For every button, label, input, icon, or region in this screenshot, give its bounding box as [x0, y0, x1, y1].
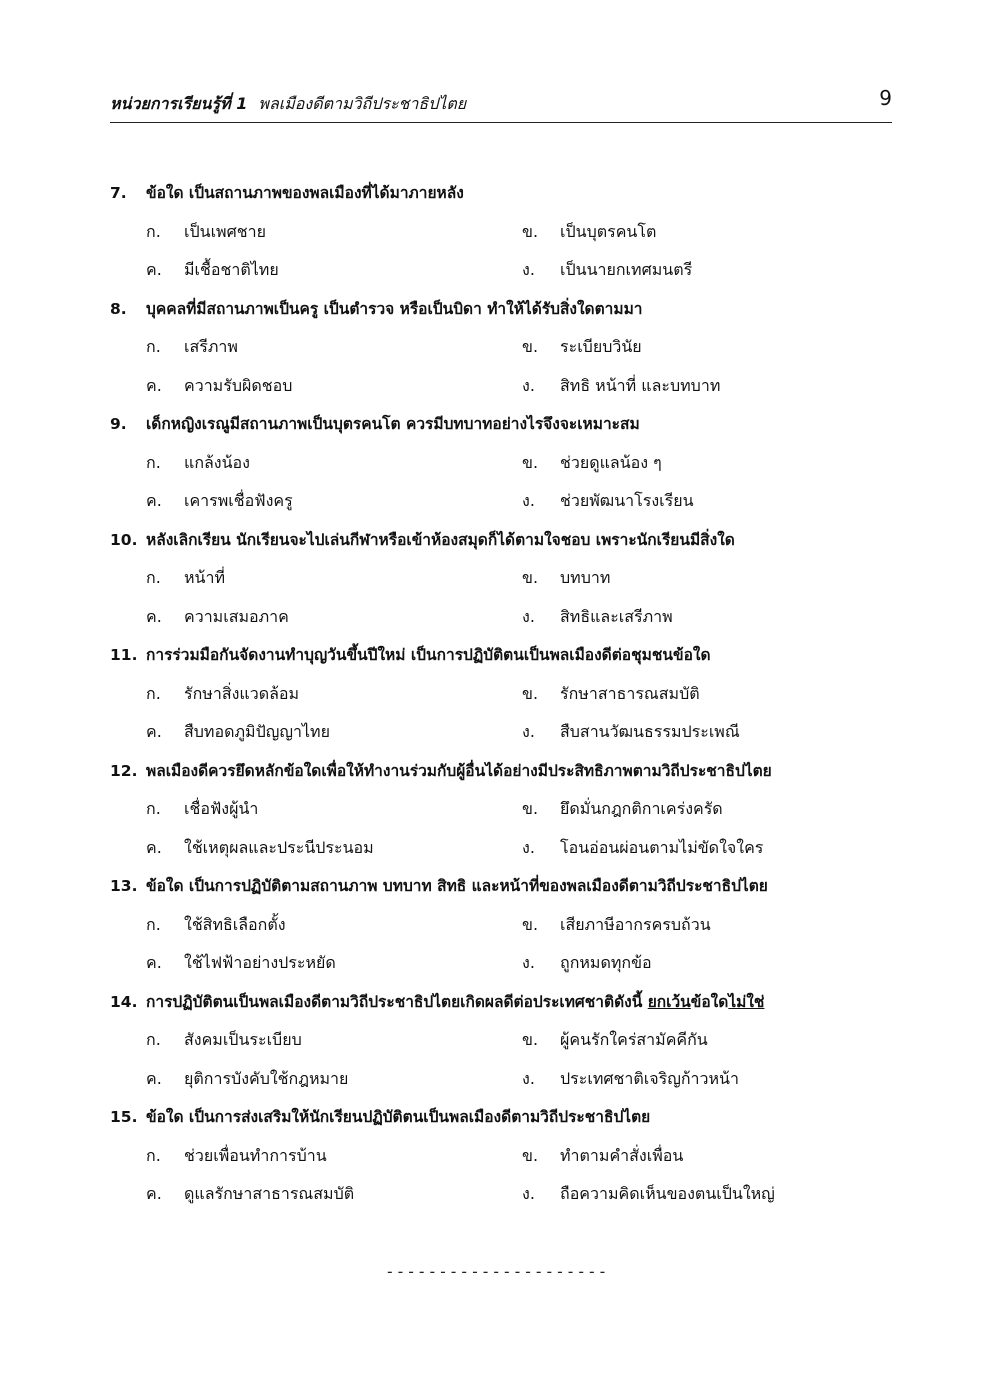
question-15	[110, 1098, 900, 1214]
option-letter: ค.	[146, 260, 162, 279]
question-text	[110, 752, 900, 791]
question-stem: การปฏิบัติตนเป็นพลเมืองดีตามวิถีประชาธิปไตยเกิดผลดีต่อประเทศชาติดังนี้	[146, 992, 648, 1011]
option-letter: ง.	[522, 606, 535, 626]
option-row	[110, 213, 900, 252]
question-8	[110, 290, 900, 406]
question-stem-mid: ข้อใด	[690, 992, 729, 1011]
question-number: 9.	[110, 415, 127, 433]
option-letter: ค.	[146, 1184, 162, 1203]
option-text: ความเสมอภาค	[184, 606, 289, 626]
question-text	[110, 405, 900, 444]
option-c[interactable]	[146, 598, 289, 637]
option-c[interactable]	[146, 1060, 348, 1099]
option-d[interactable]	[522, 1060, 739, 1099]
option-letter: ก.	[146, 1145, 161, 1165]
option-text: โอนอ่อนผ่อนตามไม่ขัดใจใคร	[560, 837, 764, 857]
option-letter: ข.	[522, 683, 539, 703]
page-number: 9	[879, 86, 892, 110]
option-letter: ค.	[146, 837, 162, 857]
question-number: 14.	[110, 992, 138, 1011]
question-text	[110, 867, 900, 906]
option-row	[110, 713, 900, 752]
option-text: ประเทศชาติเจริญก้าวหน้า	[560, 1068, 739, 1088]
option-text: ยุติการบังคับใช้กฎหมาย	[184, 1068, 349, 1088]
option-text: ความรับผิดชอบ	[184, 375, 293, 395]
option-row	[110, 675, 900, 714]
option-letter: ง.	[522, 1068, 535, 1088]
option-a[interactable]	[146, 328, 238, 367]
question-text	[110, 1098, 900, 1137]
question-9	[110, 405, 900, 521]
option-text: ใช้สิทธิเลือกตั้ง	[184, 914, 286, 934]
question-number: 13.	[110, 877, 138, 895]
question-text	[110, 521, 900, 560]
option-b[interactable]	[522, 328, 642, 367]
option-text: เป็นเพศชาย	[184, 221, 266, 241]
option-letter: ข.	[522, 799, 539, 818]
option-row	[110, 482, 900, 521]
question-14	[110, 983, 900, 1099]
option-row	[110, 829, 900, 868]
option-row	[110, 251, 900, 290]
option-text: ทำตามคำสั่งเพื่อน	[560, 1145, 684, 1165]
option-a[interactable]	[146, 559, 225, 598]
option-text: บทบาท	[560, 568, 611, 587]
option-letter: ง.	[522, 491, 535, 510]
option-letter: ค.	[146, 491, 162, 510]
option-text: ช่วยดูแลน้อง ๆ	[560, 452, 662, 472]
option-a[interactable]	[146, 906, 286, 945]
option-row	[110, 444, 900, 483]
question-stem: บุคคลที่มีสถานภาพเป็นครู เป็นตำรวจ หรือเป็นบิดา ทำให้ได้รับสิ่งใดตามมา	[146, 299, 643, 318]
option-c[interactable]	[146, 1175, 354, 1214]
option-text: ช่วยเพื่อนทำการบ้าน	[184, 1145, 327, 1165]
option-text: เชื่อฟังผู้นำ	[184, 799, 259, 818]
option-row	[110, 1060, 900, 1099]
emphasis-not: ไม่ใช่	[728, 992, 765, 1011]
question-11	[110, 636, 900, 752]
option-text: ดูแลรักษาสาธารณสมบัติ	[184, 1184, 355, 1203]
page-header	[110, 86, 892, 123]
option-letter: ก.	[146, 799, 161, 818]
option-d[interactable]	[522, 598, 673, 637]
question-stem: พลเมืองดีควรยึดหลักข้อใดเพื่อให้ทำงานร่วมกับผู้อื่นได้อย่างมีประสิทธิภาพตามวิถีประชาธิปไตย	[146, 761, 772, 780]
option-a[interactable]	[146, 444, 250, 483]
question-text	[110, 174, 900, 213]
header-title	[110, 92, 466, 117]
option-text: ช่วยพัฒนาโรงเรียน	[560, 491, 694, 510]
option-c[interactable]	[146, 251, 279, 290]
option-c[interactable]	[146, 713, 330, 752]
question-number: 15.	[110, 1108, 138, 1126]
option-d[interactable]	[522, 367, 720, 406]
question-text	[110, 290, 900, 329]
option-d[interactable]	[522, 482, 694, 521]
option-letter: ค.	[146, 606, 162, 626]
option-text: สังคมเป็นระเบียบ	[184, 1030, 302, 1049]
option-a[interactable]	[146, 790, 258, 829]
option-letter: ข.	[522, 337, 539, 356]
option-c[interactable]	[146, 829, 374, 868]
option-letter: ก.	[146, 1030, 161, 1049]
option-b[interactable]	[522, 444, 662, 483]
question-12	[110, 752, 900, 868]
option-letter: ค.	[146, 375, 162, 395]
question-text	[110, 983, 900, 1022]
option-row	[110, 906, 900, 945]
question-number: 10.	[110, 530, 138, 549]
option-a[interactable]	[146, 675, 299, 714]
option-letter: ง.	[522, 1184, 535, 1203]
option-letter: ก.	[146, 452, 161, 472]
option-text: ระเบียบวินัย	[560, 337, 642, 356]
option-text: มีเชื้อชาติไทย	[184, 260, 279, 279]
option-b[interactable]	[522, 559, 610, 598]
question-number: 8.	[110, 299, 127, 318]
option-letter: ง.	[522, 953, 535, 972]
option-letter: ข.	[522, 568, 539, 587]
option-text: รักษาสิ่งแวดล้อม	[184, 683, 300, 703]
option-a[interactable]	[146, 213, 266, 252]
option-letter: ก.	[146, 914, 161, 934]
question-stem: การร่วมมือกันจัดงานทำบุญวันขึ้นปีใหม่ เป็นการปฏิบัติตนเป็นพลเมืองดีต่อชุมชนข้อใด	[146, 646, 711, 664]
option-row	[110, 559, 900, 598]
option-letter: ข.	[522, 1030, 539, 1049]
option-text: ยึดมั่นกฎกติกาเคร่งครัด	[560, 799, 723, 818]
option-letter: ค.	[146, 1068, 162, 1088]
option-text: ถูกหมดทุกข้อ	[560, 953, 652, 972]
option-letter: ง.	[522, 375, 535, 395]
option-text: เคารพเชื่อฟังครู	[184, 491, 293, 510]
option-row	[110, 1175, 900, 1214]
option-c[interactable]	[146, 944, 336, 983]
option-a[interactable]	[146, 1137, 327, 1176]
option-b[interactable]	[522, 1021, 708, 1060]
option-text: สิทธิและเสรีภาพ	[560, 606, 673, 626]
option-letter: ก.	[146, 683, 161, 703]
unit-label: หน่วยการเรียนรู้ที่ 1	[110, 94, 248, 113]
option-letter: ข.	[522, 221, 539, 241]
option-text: เสรีภาพ	[184, 337, 238, 356]
option-letter: ข.	[522, 1145, 539, 1165]
option-text: รักษาสาธารณสมบัติ	[560, 683, 700, 703]
option-row	[110, 790, 900, 829]
option-row	[110, 598, 900, 637]
option-letter: ก.	[146, 221, 161, 241]
option-d[interactable]	[522, 829, 763, 868]
option-letter: ค.	[146, 953, 162, 972]
question-stem: เด็กหญิงเรณูมีสถานภาพเป็นบุตรคนโต ควรมีบทบาทอย่างไรจึงจะเหมาะสม	[146, 415, 640, 433]
option-letter: ง.	[522, 260, 535, 279]
emphasis-except: ยกเว้น	[647, 992, 691, 1011]
option-text: สืบสานวัฒนธรรมประเพณี	[560, 722, 740, 741]
option-text: เสียภาษีอากรครบถ้วน	[560, 914, 711, 934]
question-number: 11.	[110, 646, 138, 664]
option-row	[110, 944, 900, 983]
question-number: 7.	[110, 184, 127, 202]
question-stem: ข้อใด เป็นสถานภาพของพลเมืองที่ได้มาภายหลัง	[146, 184, 464, 202]
option-d[interactable]	[522, 1175, 775, 1214]
question-13	[110, 867, 900, 983]
option-text: ใช้ไฟฟ้าอย่างประหยัด	[184, 953, 336, 972]
option-text: ถือความคิดเห็นของตนเป็นใหญ่	[560, 1184, 775, 1203]
question-list	[110, 174, 900, 1214]
question-10	[110, 521, 900, 637]
option-b[interactable]	[522, 213, 656, 252]
question-stem: ข้อใด เป็นการปฏิบัติตามสถานภาพ บทบาท สิทธิ และหน้าที่ของพลเมืองดีตามวิถีประชาธิปไตย	[146, 877, 768, 895]
option-row	[110, 1137, 900, 1176]
option-row	[110, 328, 900, 367]
unit-subtitle: พลเมืองดีตามวิถีประชาธิปไตย	[258, 94, 467, 113]
option-text: เป็นบุตรคนโต	[560, 221, 657, 241]
option-text: ใช้เหตุผลและประนีประนอม	[184, 837, 374, 857]
option-letter: ง.	[522, 837, 535, 857]
option-row	[110, 1021, 900, 1060]
option-b[interactable]	[522, 1137, 683, 1176]
option-letter: ก.	[146, 337, 161, 356]
option-row	[110, 367, 900, 406]
option-text: ผู้คนรักใคร่สามัคคีกัน	[560, 1030, 708, 1049]
option-b[interactable]	[522, 675, 700, 714]
question-stem: หลังเลิกเรียน นักเรียนจะไปเล่นกีฬาหรือเข้าห้องสมุดก็ได้ตามใจชอบ เพราะนักเรียนมีสิ่งใด	[146, 530, 735, 549]
question-stem: ข้อใด เป็นการส่งเสริมให้นักเรียนปฏิบัติตนเป็นพลเมืองดีตามวิถีประชาธิปไตย	[146, 1108, 651, 1126]
option-d[interactable]	[522, 251, 692, 290]
option-text: แกล้งน้อง	[184, 452, 250, 472]
option-letter: ง.	[522, 722, 535, 741]
question-number: 12.	[110, 761, 138, 780]
option-d[interactable]	[522, 713, 740, 752]
option-letter: ค.	[146, 722, 162, 741]
option-letter: ข.	[522, 452, 539, 472]
option-text: หน้าที่	[184, 568, 226, 587]
option-c[interactable]	[146, 482, 293, 521]
question-text	[110, 636, 900, 675]
option-letter: ข.	[522, 914, 539, 934]
option-c[interactable]	[146, 367, 292, 406]
option-text: สืบทอดภูมิปัญญาไทย	[184, 722, 330, 741]
end-separator: ---------------------	[385, 1262, 609, 1281]
option-text: สิทธิ หน้าที่ และบทบาท	[560, 375, 721, 395]
option-b[interactable]	[522, 906, 711, 945]
question-7	[110, 174, 900, 290]
option-b[interactable]	[522, 790, 723, 829]
option-a[interactable]	[146, 1021, 302, 1060]
option-letter: ก.	[146, 568, 161, 587]
option-text: เป็นนายกเทศมนตรี	[560, 260, 693, 279]
option-d[interactable]	[522, 944, 652, 983]
